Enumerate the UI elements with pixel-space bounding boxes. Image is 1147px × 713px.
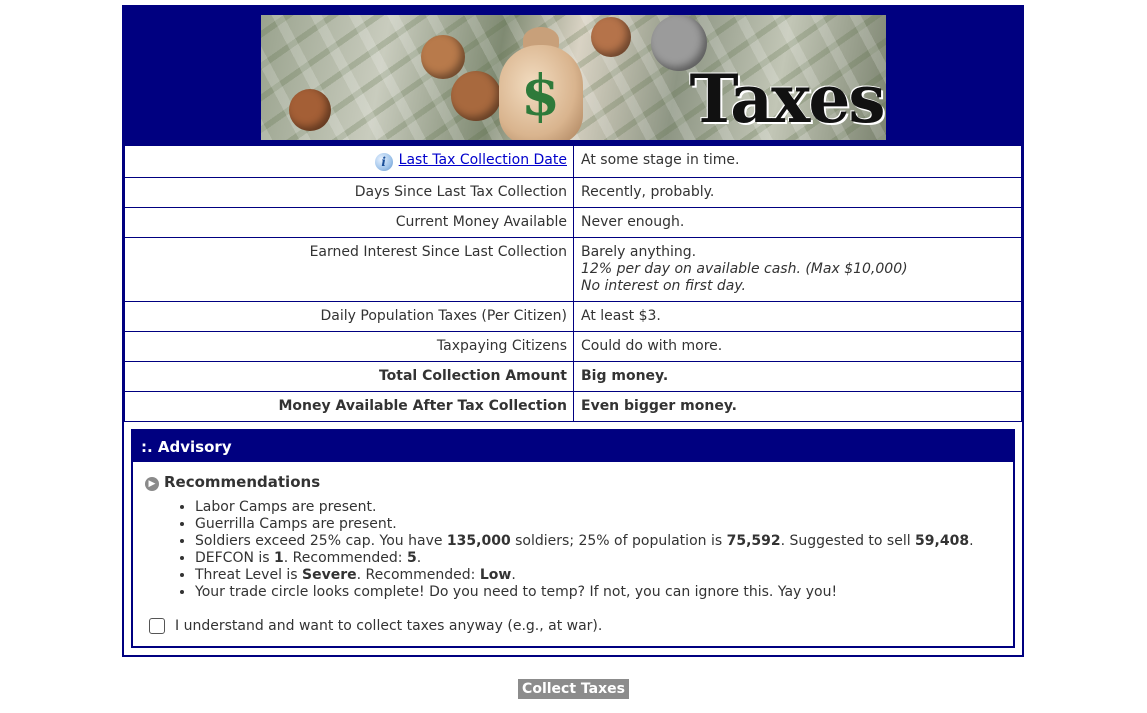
collect-taxes-button[interactable]: Collect Taxes xyxy=(518,679,629,699)
recommendations-title: Recommendations xyxy=(164,473,321,491)
info-icon[interactable]: i xyxy=(375,153,393,171)
coin-icon xyxy=(591,17,631,57)
info-label-cell xyxy=(125,146,574,178)
acknowledge-label[interactable]: I understand and want to collect taxes anyway (e.g., at war). xyxy=(175,618,603,634)
threat-text: . xyxy=(511,567,516,583)
defcon-recommended: 5 xyxy=(406,550,417,566)
info-row-current-money xyxy=(125,208,1022,238)
defcon-text: . xyxy=(416,550,422,566)
info-value: Barely anything. xyxy=(581,244,697,260)
info-value: Never enough. xyxy=(574,208,1022,238)
list-item: • Labor Camps are present. xyxy=(195,499,1001,516)
defcon-text: DEFCON is xyxy=(195,550,275,566)
banner-title: Taxes xyxy=(689,60,884,138)
interest-first-day-note: No interest on first day. xyxy=(581,278,746,294)
tax-panel xyxy=(122,5,1024,657)
info-label: Earned Interest Since Last Collection xyxy=(125,238,574,302)
recommendations-list xyxy=(145,499,1001,601)
banner xyxy=(124,7,1022,145)
info-label: Daily Population Taxes (Per Citizen) xyxy=(125,302,574,332)
defcon-text: . Recommended: xyxy=(283,550,407,566)
info-label: Money Available After Tax Collection xyxy=(125,392,574,422)
soldier-cap: 75,592 xyxy=(726,533,781,549)
info-row-last-collection-date xyxy=(125,146,1022,178)
info-value: At least $3. xyxy=(574,302,1022,332)
coin-icon xyxy=(289,89,331,131)
info-row-total-collection xyxy=(125,362,1022,392)
advisory-box xyxy=(131,429,1015,648)
info-row-days-since xyxy=(125,178,1022,208)
info-value: Recently, probably. xyxy=(574,178,1022,208)
list-item: • Guerrilla Camps are present. xyxy=(195,516,1001,533)
arrow-bullet-icon: ▶ xyxy=(145,477,159,491)
soldiers-text: soldiers; 25% of population is xyxy=(510,533,727,549)
list-item: • Your trade circle looks complete! Do you need to temp? If not, you can ignore this. Yay you! xyxy=(195,584,1001,601)
advisory-title: :. Advisory xyxy=(133,431,1013,462)
info-label: Total Collection Amount xyxy=(125,362,574,392)
interest-rate-note: 12% per day on available cash. (Max $10,000) xyxy=(581,261,908,277)
info-value: Big money. xyxy=(574,362,1022,392)
tax-info-table xyxy=(124,145,1022,422)
coin-icon xyxy=(421,35,465,79)
info-value: Could do with more. xyxy=(574,332,1022,362)
list-item xyxy=(195,567,1001,584)
recommendations-heading xyxy=(145,473,1001,491)
info-row-money-after-collection xyxy=(125,392,1022,422)
info-label: Taxpaying Citizens xyxy=(125,332,574,362)
dollar-symbol: $ xyxy=(521,63,560,129)
money-bag-icon xyxy=(499,45,583,140)
defcon-current: 1 xyxy=(274,550,284,566)
info-value: Even bigger money. xyxy=(574,392,1022,422)
soldiers-to-sell: 59,408 xyxy=(915,533,970,549)
info-value-cell xyxy=(574,238,1022,302)
soldiers-text: Soldiers exceed 25% cap. You have xyxy=(195,533,447,549)
list-item xyxy=(195,533,1001,550)
soldiers-text: . Suggested to sell xyxy=(780,533,916,549)
coin-icon xyxy=(451,71,501,121)
threat-recommended: Low xyxy=(479,567,512,583)
info-value: At some stage in time. xyxy=(574,146,1022,178)
soldier-count: 135,000 xyxy=(446,533,511,549)
soldiers-text: . xyxy=(969,533,974,549)
info-label: Current Money Available xyxy=(125,208,574,238)
info-row-earned-interest xyxy=(125,238,1022,302)
info-row-daily-population-taxes xyxy=(125,302,1022,332)
last-tax-collection-date-link[interactable]: Last Tax Collection Date xyxy=(398,152,567,168)
taxes-banner-image xyxy=(261,15,886,140)
info-row-taxpaying-citizens xyxy=(125,332,1022,362)
advisory-body xyxy=(133,462,1013,646)
acknowledge-row xyxy=(145,618,1001,634)
threat-current: Severe xyxy=(302,567,357,583)
submit-area xyxy=(0,679,1147,699)
threat-text: Threat Level is xyxy=(195,567,303,583)
info-label: Days Since Last Tax Collection xyxy=(125,178,574,208)
acknowledge-checkbox[interactable] xyxy=(149,618,165,634)
threat-text: . Recommended: xyxy=(356,567,480,583)
list-item xyxy=(195,550,1001,567)
